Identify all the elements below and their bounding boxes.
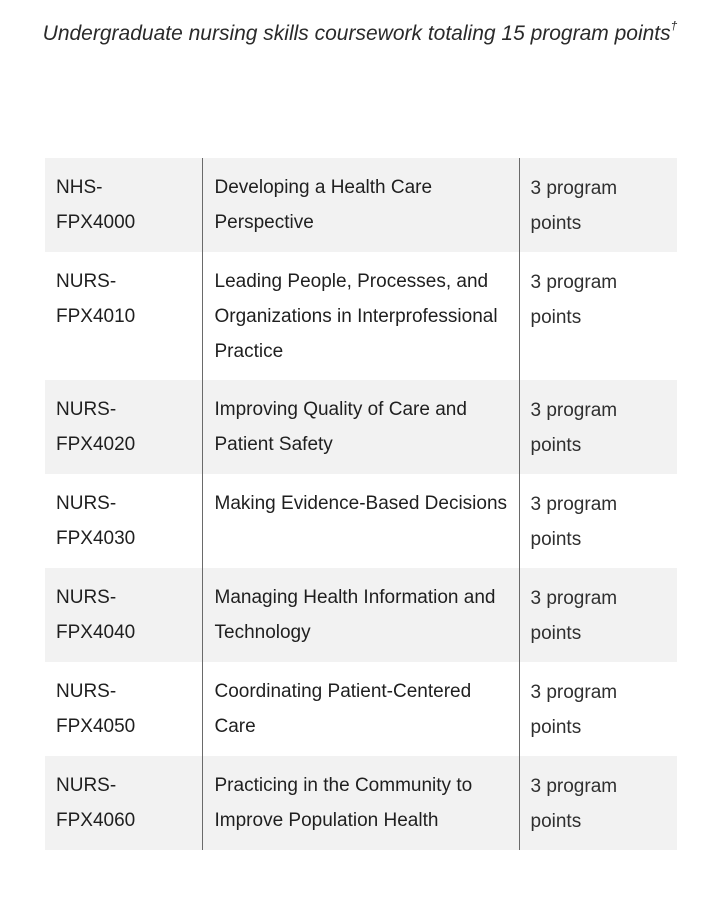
points-value: 3 program [530,588,618,609]
course-points-cell [519,756,677,850]
course-code-cell [45,756,202,850]
course-code-number: FPX4000 [56,212,136,233]
course-code-prefix: NURS- [56,399,117,420]
course-code-number: FPX4050 [56,716,136,737]
course-code-number: FPX4020 [56,434,136,455]
course-code-cell [45,662,202,756]
course-title-cell: Leading People, Processes, and Organizations in Interprofessional Practice [202,252,519,380]
points-unit: points [530,623,582,644]
table-row [45,474,677,568]
course-points-cell [519,252,677,380]
dagger-footnote-marker: † [670,19,678,33]
points-value: 3 program [530,776,618,797]
course-points-cell [519,474,677,568]
points-unit: points [530,435,582,456]
points-unit: points [530,529,582,550]
course-code-prefix: NURS- [56,775,117,796]
points-value: 3 program [530,494,618,515]
points-value: 3 program [530,400,618,421]
course-code-cell [45,474,202,568]
course-title-cell: Making Evidence-Based Decisions [202,474,519,568]
course-code-prefix: NURS- [56,493,117,514]
course-title-cell: Coordinating Patient-Centered Care [202,662,519,756]
course-title-cell: Improving Quality of Care and Patient Safety [202,380,519,474]
course-code-cell [45,380,202,474]
course-code-number: FPX4010 [56,306,136,327]
table-row [45,662,677,756]
course-table [45,158,677,850]
course-points-cell [519,380,677,474]
course-title-cell: Practicing in the Community to Improve Population Health [202,756,519,850]
points-unit: points [530,811,582,832]
table-row [45,158,677,252]
points-unit: points [530,307,582,328]
table-row [45,756,677,850]
course-points-cell [519,158,677,252]
course-code-prefix: NURS- [56,271,117,292]
course-code-cell [45,252,202,380]
table-row [45,252,677,380]
table-row [45,380,677,474]
course-code-number: FPX4030 [56,528,136,549]
table-row [45,568,677,662]
points-value: 3 program [530,682,618,703]
course-code-cell [45,158,202,252]
points-unit: points [530,213,582,234]
course-title-cell: Managing Health Information and Technology [202,568,519,662]
course-code-cell [45,568,202,662]
table-caption [40,14,680,53]
course-title-cell: Developing a Health Care Perspective [202,158,519,252]
course-code-number: FPX4060 [56,810,136,831]
course-code-number: FPX4040 [56,622,136,643]
caption-text: Undergraduate nursing skills coursework totaling 15 program points [42,22,671,45]
course-points-cell [519,662,677,756]
course-code-prefix: NHS- [56,177,103,198]
points-value: 3 program [530,272,618,293]
course-code-prefix: NURS- [56,681,117,702]
points-value: 3 program [530,178,618,199]
course-code-prefix: NURS- [56,587,117,608]
course-points-cell [519,568,677,662]
points-unit: points [530,717,582,738]
